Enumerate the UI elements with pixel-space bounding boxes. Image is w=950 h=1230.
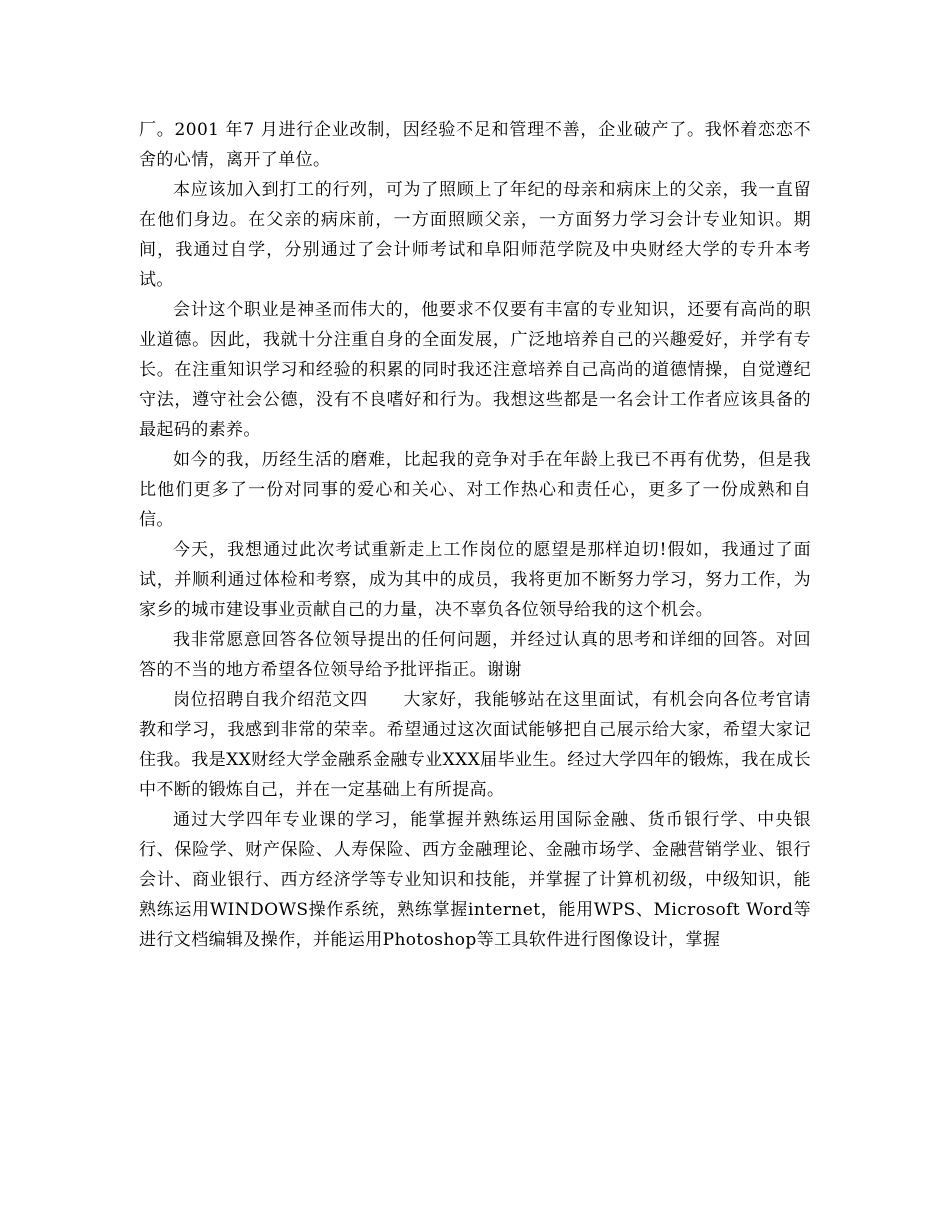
paragraph-5: 今天，我想通过此次考试重新走上工作岗位的愿望是那样迫切!假如，我通过了面试，并顺利通过体检和考察，成为其中的成员，我将更加不断努力学习，努力工作，为家乡的城市建设事业贡献自己的力量，决不辜负各位领导给我的这个机会。 bbox=[139, 540, 811, 620]
paragraph-2: 本应该加入到打工的行列，可为了照顾上了年纪的母亲和病床上的父亲，我一直留在他们身边。在父亲的病床前，一方面照顾父亲，一方面努力学习会计专业知识。期间，我通过自学，分别通过了会计师考试和阜阳师范学院及中央财经大学的专升本考试。 bbox=[139, 180, 811, 290]
document-body bbox=[139, 115, 811, 955]
paragraph-8: 通过大学四年专业课的学习，能掌握并熟练运用国际金融、货币银行学、中央银行、保险学、财产保险、人寿保险、西方金融理论、金融市场学、金融营销学业、银行会计、商业银行、西方经济学等专业知识和技能，并掌握了计算机初级，中级知识，能熟练运用WINDOWS操作系统，熟练掌握internet，能用WPS、Microsoft Word等进行文档编辑及操作，并能运用Photoshop等工具软件进行图像设计，掌握 bbox=[139, 810, 811, 950]
paragraph-6: 我非常愿意回答各位领导提出的任何问题，并经过认真的思考和详细的回答。对回答的不当的地方希望各位领导给予批评指正。谢谢 bbox=[139, 630, 811, 680]
paragraph-7: 岗位招聘自我介绍范文四 大家好，我能够站在这里面试，有机会向各位考官请教和学习，我感到非常的荣幸。希望通过这次面试能够把自己展示给大家，希望大家记住我。我是XX财经大学金融系金融专业XXX届毕业生。经过大学四年的锻炼，我在成长中不断的锻炼自己，并在一定基础上有所提高。 bbox=[139, 690, 811, 800]
paragraph-4: 如今的我，历经生活的磨难，比起我的竞争对手在年龄上我已不再有优势，但是我比他们更多了一份对同事的爱心和关心、对工作热心和责任心，更多了一份成熟和自信。 bbox=[139, 450, 811, 530]
paragraph-3: 会计这个职业是神圣而伟大的，他要求不仅要有丰富的专业知识，还要有高尚的职业道德。因此，我就十分注重自身的全面发展，广泛地培养自己的兴趣爱好，并学有专长。在注重知识学习和经验的积累的同时我还注意培养自己高尚的道德情操，自觉遵纪守法，遵守社会公德，没有不良嗜好和行为。我想这些都是一名会计工作者应该具备的最起码的素养。 bbox=[139, 300, 811, 440]
paragraph-1: 厂。2001 年7 月进行企业改制，因经验不足和管理不善，企业破产了。我怀着恋恋不舍的心情，离开了单位。 bbox=[139, 120, 811, 170]
